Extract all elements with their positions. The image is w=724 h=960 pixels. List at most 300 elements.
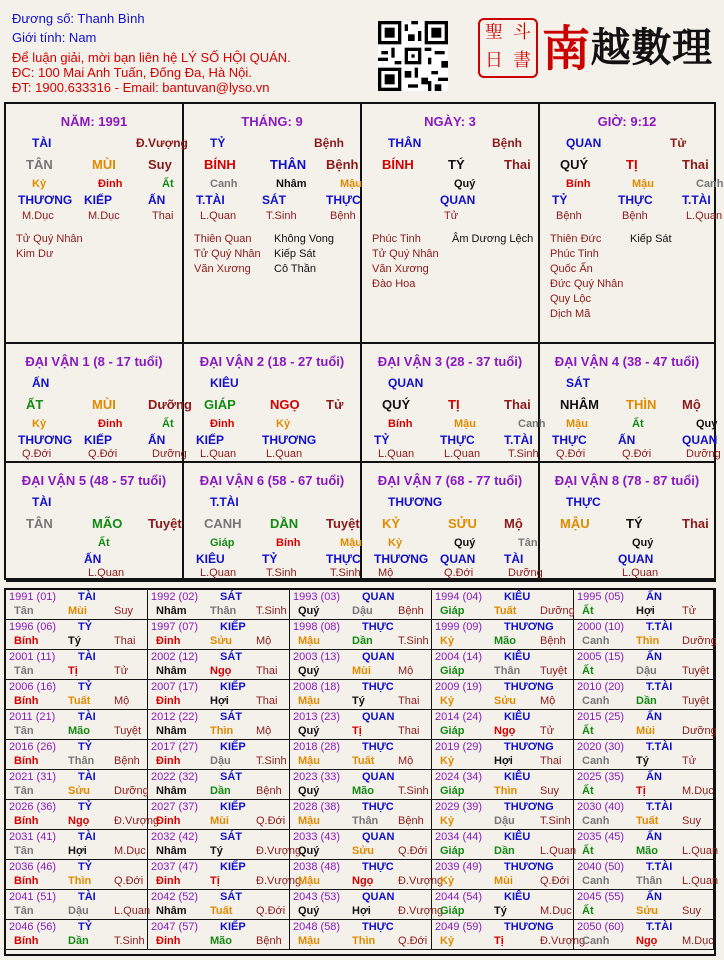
year-label: 2005 (15): [577, 651, 625, 663]
year-branch: Ngọ: [210, 665, 232, 677]
pillar-stem-branch: Suy: [148, 157, 172, 172]
year-branch: Mùi: [352, 665, 371, 677]
year-phase: Mộ: [256, 725, 272, 737]
hidden-phase: L.Quan: [686, 210, 723, 222]
year-stem: Mậu: [298, 635, 320, 647]
year-cell: [290, 920, 432, 950]
year-branch: Thân: [494, 665, 521, 677]
dai-van-stem-branch: TÝ: [626, 516, 643, 531]
year-label: 2033 (43): [293, 831, 341, 843]
year-branch: Thìn: [636, 635, 660, 647]
pillar-phase: Tử: [670, 136, 687, 150]
year-stem: Canh: [582, 755, 610, 767]
year-branch: Tị: [494, 935, 504, 947]
year-ten-god: TỶ: [78, 621, 93, 633]
year-phase: Đ.Vượng: [398, 905, 444, 917]
pillar-stem-branch: Bệnh: [326, 157, 359, 172]
hidden-ten-god: ẤN: [618, 433, 636, 447]
year-phase: M.Dục: [114, 845, 146, 857]
year-cell: [148, 770, 290, 800]
pillar-title: THÁNG: 9: [241, 114, 303, 129]
year-cell: [290, 710, 432, 740]
hidden-phase: T.Sinh: [266, 567, 297, 579]
dai-van-stem-branch: MẬU: [560, 516, 590, 531]
star: Không Vong: [274, 233, 334, 245]
year-cell: [574, 740, 714, 770]
hidden-phase: L.Quan: [444, 448, 481, 460]
year-label: 2037 (47): [151, 861, 199, 873]
star: Thiên Đức: [550, 233, 602, 245]
dai-van-stem-branch: GIÁP: [204, 397, 236, 412]
pillar-stem-branch: TÂN: [26, 157, 53, 172]
hidden-stem: Ất: [162, 178, 174, 190]
year-branch: Dậu: [636, 665, 657, 677]
year-label: 2013 (23): [293, 711, 341, 723]
hidden-phase: L.Quan: [378, 448, 415, 460]
year-stem: Kỷ: [440, 635, 455, 647]
dai-van-ten-god: ẤN: [32, 376, 50, 390]
year-branch: Mão: [636, 845, 658, 857]
hidden-ten-god: THỰC: [326, 552, 361, 566]
year-stem: Ất: [582, 845, 594, 857]
year-phase: Mộ: [114, 695, 130, 707]
dai-van-stem-branch: NGỌ: [270, 397, 300, 412]
year-branch: Tý: [68, 635, 81, 647]
bazi-chart: [4, 102, 724, 580]
year-label: 2046 (56): [9, 921, 57, 933]
year-ten-god: THƯƠNG: [504, 801, 554, 813]
year-phase: T.Sinh: [398, 635, 429, 647]
year-ten-god: QUAN: [362, 831, 395, 843]
year-ten-god: THỰC: [362, 861, 394, 873]
year-ten-god: TÀI: [78, 831, 96, 843]
year-label: 2035 (45): [577, 831, 625, 843]
year-phase: Suy: [682, 815, 701, 827]
hidden-ten-god: THỰC: [326, 193, 361, 207]
year-ten-god: T.TÀI: [646, 801, 673, 813]
year-stem: Ất: [582, 605, 594, 617]
year-branch: Dần: [494, 845, 515, 857]
logo-char: 越: [590, 23, 631, 71]
dai-van-ten-god: THỰC: [566, 495, 601, 509]
year-phase: Tuyệt: [540, 665, 568, 677]
year-cell: [290, 770, 432, 800]
year-stem: Canh: [582, 875, 610, 887]
year-cell: [6, 650, 148, 680]
year-branch: Dần: [352, 635, 373, 647]
hidden-phase: T.Sinh: [330, 567, 361, 579]
hidden-phase: Q.Đới: [88, 448, 118, 460]
hidden-ten-god: THỰC: [552, 433, 587, 447]
year-ten-god: QUAN: [362, 711, 395, 723]
year-cell: [148, 650, 290, 680]
year-stem: Ất: [582, 665, 594, 677]
year-cell: [6, 800, 160, 830]
hidden-stem: Ất: [162, 418, 174, 430]
year-cell: [574, 680, 714, 710]
dai-van-stem-branch: MÙI: [92, 397, 116, 412]
year-ten-god: TÀI: [78, 711, 96, 723]
year-ten-god: TÀI: [78, 651, 96, 663]
dai-van-stem-branch: CANH: [204, 516, 242, 531]
pillar-stem-branch: Thai: [504, 157, 531, 172]
year-branch: Sửu: [352, 845, 375, 857]
hidden-ten-god: TÀI: [504, 552, 524, 566]
stars-right: [274, 232, 334, 277]
stars-left: [550, 232, 623, 322]
year-stem: Tân: [14, 905, 34, 917]
year-stem: Quý: [298, 905, 320, 917]
stars-left: [16, 232, 83, 262]
year-branch: Thân: [68, 755, 95, 767]
year-cell: [290, 860, 444, 890]
hidden-phase: Dưỡng: [508, 567, 543, 579]
hidden-stem: Quý: [696, 418, 718, 430]
year-label: 1992 (02): [151, 591, 199, 603]
hidden-ten-god: SÁT: [262, 193, 286, 207]
year-stem: Ất: [582, 785, 594, 797]
year-label: 2030 (40): [577, 801, 625, 813]
year-ten-god: SÁT: [220, 711, 242, 723]
year-label: 2048 (58): [293, 921, 341, 933]
hidden-ten-god: QUAN: [440, 552, 476, 566]
year-cell: [574, 890, 714, 920]
dai-van-stem-branch: TỊ: [448, 397, 460, 412]
stars-right: [452, 232, 533, 247]
year-stem: Giáp: [440, 605, 465, 617]
year-label: 2022 (32): [151, 771, 199, 783]
year-label: 2006 (16): [9, 681, 57, 693]
year-ten-god: ẤN: [646, 771, 662, 783]
year-ten-god: QUAN: [362, 891, 395, 903]
year-ten-god: SÁT: [220, 891, 242, 903]
year-ten-god: THƯƠNG: [504, 621, 554, 633]
year-stem: Kỷ: [440, 695, 455, 707]
year-cell: [148, 740, 290, 770]
year-phase: Đ.Vượng: [398, 875, 444, 887]
year-branch: Tị: [210, 875, 220, 887]
year-cell: [290, 830, 432, 860]
hidden-phase: Dưỡng: [686, 448, 721, 460]
hidden-phase: L.Quan: [200, 567, 237, 579]
year-label: 2024 (34): [435, 771, 483, 783]
year-stem: Tân: [14, 845, 34, 857]
year-stem: Đinh: [156, 815, 181, 827]
hidden-phase: Q.Đới: [444, 567, 474, 579]
year-phase: Q.Đới: [398, 935, 428, 947]
hidden-ten-god: THƯƠNG: [374, 552, 429, 566]
year-stem: Giáp: [440, 665, 465, 677]
year-stem: Bính: [14, 635, 39, 647]
year-branch: Dần: [210, 785, 231, 797]
hidden-stem: Bính: [566, 178, 591, 190]
year-branch: Sửu: [210, 635, 233, 647]
year-ten-god: THƯƠNG: [504, 741, 554, 753]
year-phase: Tử: [114, 665, 129, 677]
year-branch: Ngọ: [494, 725, 516, 737]
year-ten-god: KIÊU: [504, 591, 531, 603]
year-label: 2050 (60): [577, 921, 625, 933]
year-label: 1996 (06): [9, 621, 57, 633]
year-stem: Mậu: [298, 935, 320, 947]
year-label: 1993 (03): [293, 591, 341, 603]
year-label: 2025 (35): [577, 771, 625, 783]
hidden-stem: Mậu: [340, 178, 362, 190]
logo-char: 南: [542, 20, 591, 77]
year-phase: M.Dục: [682, 785, 714, 797]
year-ten-god: TỶ: [78, 741, 93, 753]
stars-left: [194, 232, 261, 277]
year-label: 2042 (52): [151, 891, 199, 903]
year-ten-god: KIÊU: [504, 891, 531, 903]
year-stem: Đinh: [156, 635, 181, 647]
dai-van-stem-branch: Thai: [682, 516, 709, 531]
year-stem: Kỷ: [440, 815, 455, 827]
year-ten-god: SÁT: [220, 591, 242, 603]
year-branch: Mùi: [494, 875, 513, 887]
dai-van-stem-branch: DẦN: [270, 516, 299, 531]
hidden-stem: Đinh: [98, 178, 123, 190]
year-stem: Quý: [298, 605, 320, 617]
year-stem: Giáp: [440, 785, 465, 797]
year-label: 2018 (28): [293, 741, 341, 753]
dai-van-ten-god: T.TÀI: [210, 495, 239, 509]
year-label: 2023 (33): [293, 771, 341, 783]
year-phase: T.Sinh: [256, 605, 287, 617]
year-ten-god: THƯƠNG: [504, 921, 554, 933]
hidden-phase: Mộ: [378, 567, 394, 579]
year-phase: T.Sinh: [540, 815, 571, 827]
year-stem: Kỷ: [440, 755, 455, 767]
dai-van-stem-branch: KỶ: [382, 516, 401, 531]
red-seal-stamp: [478, 18, 538, 78]
year-ten-god: THỰC: [362, 621, 394, 633]
year-branch: Mão: [68, 725, 90, 737]
hidden-phase: M.Dục: [22, 210, 54, 222]
year-ten-god: T.TÀI: [646, 861, 673, 873]
dai-van-stem-branch: MÃO: [92, 516, 123, 531]
year-stem: Tân: [14, 725, 34, 737]
pillar-phase: Bệnh: [492, 136, 522, 150]
year-phase: Bệnh: [256, 785, 282, 797]
dai-van-stem-branch: TÂN: [26, 516, 53, 531]
hidden-stem: Quý: [454, 537, 476, 549]
pillar-stem-branch: TÝ: [448, 157, 465, 172]
year-stem: Quý: [298, 725, 320, 737]
year-cell: [574, 800, 714, 830]
year-cell: [290, 800, 432, 830]
year-cell: [574, 770, 714, 800]
dai-van-title: ĐẠI VẬN 3 (28 - 37 tuổi): [377, 354, 523, 369]
hidden-ten-god: KIÊU: [196, 552, 225, 566]
year-label: 2045 (55): [577, 891, 625, 903]
year-branch: Tuất: [494, 605, 517, 617]
year-phase: Mộ: [398, 665, 414, 677]
star: Kiếp Sát: [274, 248, 316, 260]
hidden-ten-god: KIẾP: [84, 433, 113, 447]
year-cell: [148, 830, 302, 860]
dai-van-title: ĐẠI VẬN 1 (8 - 17 tuổi): [25, 354, 163, 369]
hidden-stem: Đinh: [98, 418, 123, 430]
hidden-ten-god: THỰC: [618, 193, 653, 207]
year-ten-god: KIÊU: [504, 831, 531, 843]
dai-van-ten-god: SÁT: [566, 376, 590, 390]
year-label: 2017 (27): [151, 741, 199, 753]
stars-right: [630, 232, 672, 247]
pillar-phase: Bệnh: [314, 136, 344, 150]
year-phase: Tử: [540, 725, 555, 737]
year-phase: Thai: [398, 695, 420, 707]
year-phase: Thai: [398, 725, 420, 737]
star: Đức Quý Nhân: [550, 278, 624, 290]
seal-char: 斗: [513, 22, 531, 43]
year-ten-god: TỶ: [78, 681, 93, 693]
hidden-ten-god: QUAN: [440, 193, 476, 207]
year-phase: Đ.Vượng: [256, 845, 302, 857]
year-stem: Tân: [14, 785, 34, 797]
star: Thiên Quan: [194, 233, 252, 245]
year-ten-god: THƯƠNG: [504, 861, 554, 873]
year-stem: Canh: [582, 815, 610, 827]
dai-van-7: [362, 463, 543, 582]
year-ten-god: TỶ: [78, 921, 93, 933]
year-phase: Suy: [114, 605, 133, 617]
year-phase: Mộ: [540, 695, 556, 707]
year-cell: [432, 830, 577, 860]
year-label: 2049 (59): [435, 921, 483, 933]
year-cell: [290, 680, 432, 710]
year-branch: Dần: [636, 695, 657, 707]
year-label: 1991 (01): [9, 591, 57, 603]
year-stem: Nhâm: [156, 785, 187, 797]
dai-van-stem-branch: SỬU: [448, 516, 477, 531]
hidden-ten-god: THỰC: [440, 433, 475, 447]
year-cell: [574, 830, 719, 860]
year-ten-god: THỰC: [362, 921, 394, 933]
hidden-stem: Mậu: [566, 418, 588, 430]
pillar-stem-branch: THÂN: [270, 157, 307, 172]
year-phase: Bệnh: [398, 605, 424, 617]
year-stem: Nhâm: [156, 665, 187, 677]
year-phase: Tuyệt: [114, 725, 142, 737]
year-label: 2021 (31): [9, 771, 57, 783]
year-label: 2043 (53): [293, 891, 341, 903]
year-cell: [6, 620, 148, 650]
seal-char: 書: [513, 50, 531, 71]
year-phase: L.Quan: [682, 875, 719, 887]
year-branch: Dậu: [494, 815, 515, 827]
year-branch: Mão: [210, 935, 232, 947]
dai-van-stem-branch: ẤT: [26, 397, 44, 412]
year-phase: Q.Đới: [114, 875, 144, 887]
year-cell: [6, 830, 148, 860]
year-branch: Thân: [636, 875, 663, 887]
hidden-phase: Bệnh: [330, 210, 356, 222]
hidden-stem: Mậu: [340, 537, 362, 549]
year-stem: Đinh: [156, 695, 181, 707]
hidden-ten-god: TỶ: [262, 552, 278, 566]
year-cell: [574, 590, 714, 620]
hidden-ten-god: T.TÀI: [682, 193, 711, 207]
year-cell: [148, 800, 290, 830]
year-label: 1997 (07): [151, 621, 199, 633]
year-label: 2001 (11): [9, 651, 56, 663]
year-ten-god: THỰC: [362, 741, 394, 753]
hidden-phase: L.Quan: [622, 567, 659, 579]
year-branch: Hợi: [68, 845, 87, 857]
year-stem: Quý: [298, 785, 320, 797]
star: Văn Xương: [372, 263, 429, 275]
year-cell: [148, 590, 290, 620]
pillar-stem-branch: Thai: [682, 157, 709, 172]
hidden-stem: Quý: [632, 537, 654, 549]
year-label: 2027 (37): [151, 801, 199, 813]
year-cell: [6, 740, 148, 770]
hidden-stem: Đinh: [210, 418, 235, 430]
year-cell: [432, 860, 574, 890]
year-ten-god: KIẾP: [220, 921, 246, 933]
dai-van-stem-branch: Tuyệt: [326, 516, 360, 531]
hidden-stem: Bính: [388, 418, 413, 430]
year-branch: Dậu: [210, 755, 231, 767]
dai-van-stem-branch: Tuyệt: [148, 516, 182, 531]
year-phase: Dưỡng: [682, 725, 717, 737]
hidden-stem: Mậu: [454, 418, 476, 430]
year-stem: Canh: [582, 695, 610, 707]
year-branch: Sửu: [636, 905, 659, 917]
dai-van-stem-branch: Dưỡng: [148, 397, 192, 412]
hidden-ten-god: T.TÀI: [196, 193, 225, 207]
year-ten-god: KIÊU: [504, 651, 531, 663]
star: Kiếp Sát: [630, 233, 672, 245]
year-cell: [6, 590, 148, 620]
year-branch: Mão: [352, 785, 374, 797]
year-ten-god: QUAN: [362, 651, 395, 663]
pillar-ten-god: QUAN: [566, 136, 602, 150]
year-stem: Đinh: [156, 935, 181, 947]
hidden-stem: Kỷ: [276, 418, 291, 430]
star: Quy Lộc: [550, 293, 591, 305]
year-phase: Q.Đới: [256, 905, 286, 917]
pillar-ten-god: TỶ: [210, 136, 226, 150]
year-ten-god: ẤN: [646, 891, 662, 903]
year-ten-god: THƯƠNG: [504, 681, 554, 693]
year-stem: Giáp: [440, 845, 465, 857]
year-stem: Nhâm: [156, 845, 187, 857]
qr-code: [378, 21, 448, 91]
year-branch: Sửu: [494, 695, 517, 707]
year-branch: Thân: [352, 815, 379, 827]
dai-van-stem-branch: Tử: [326, 397, 344, 412]
seal-char: 日: [485, 50, 503, 71]
year-phase: Bệnh: [398, 815, 424, 827]
year-label: 2029 (39): [435, 801, 483, 813]
year-ten-god: TỶ: [78, 801, 93, 813]
year-cell: [290, 590, 432, 620]
year-cell: [432, 740, 574, 770]
year-cell: [290, 740, 432, 770]
hidden-phase: T.Sinh: [508, 448, 539, 460]
year-ten-god: SÁT: [220, 831, 242, 843]
year-phase: Tuyệt: [682, 665, 710, 677]
hidden-ten-god: TỶ: [552, 193, 568, 207]
year-label: 2031 (41): [9, 831, 57, 843]
year-stem: Kỷ: [440, 935, 455, 947]
year-ten-god: ẤN: [646, 591, 662, 603]
year-label: 1998 (08): [293, 621, 341, 633]
hidden-stem: Canh: [518, 418, 546, 430]
star: Tử Quý Nhân: [16, 233, 83, 245]
